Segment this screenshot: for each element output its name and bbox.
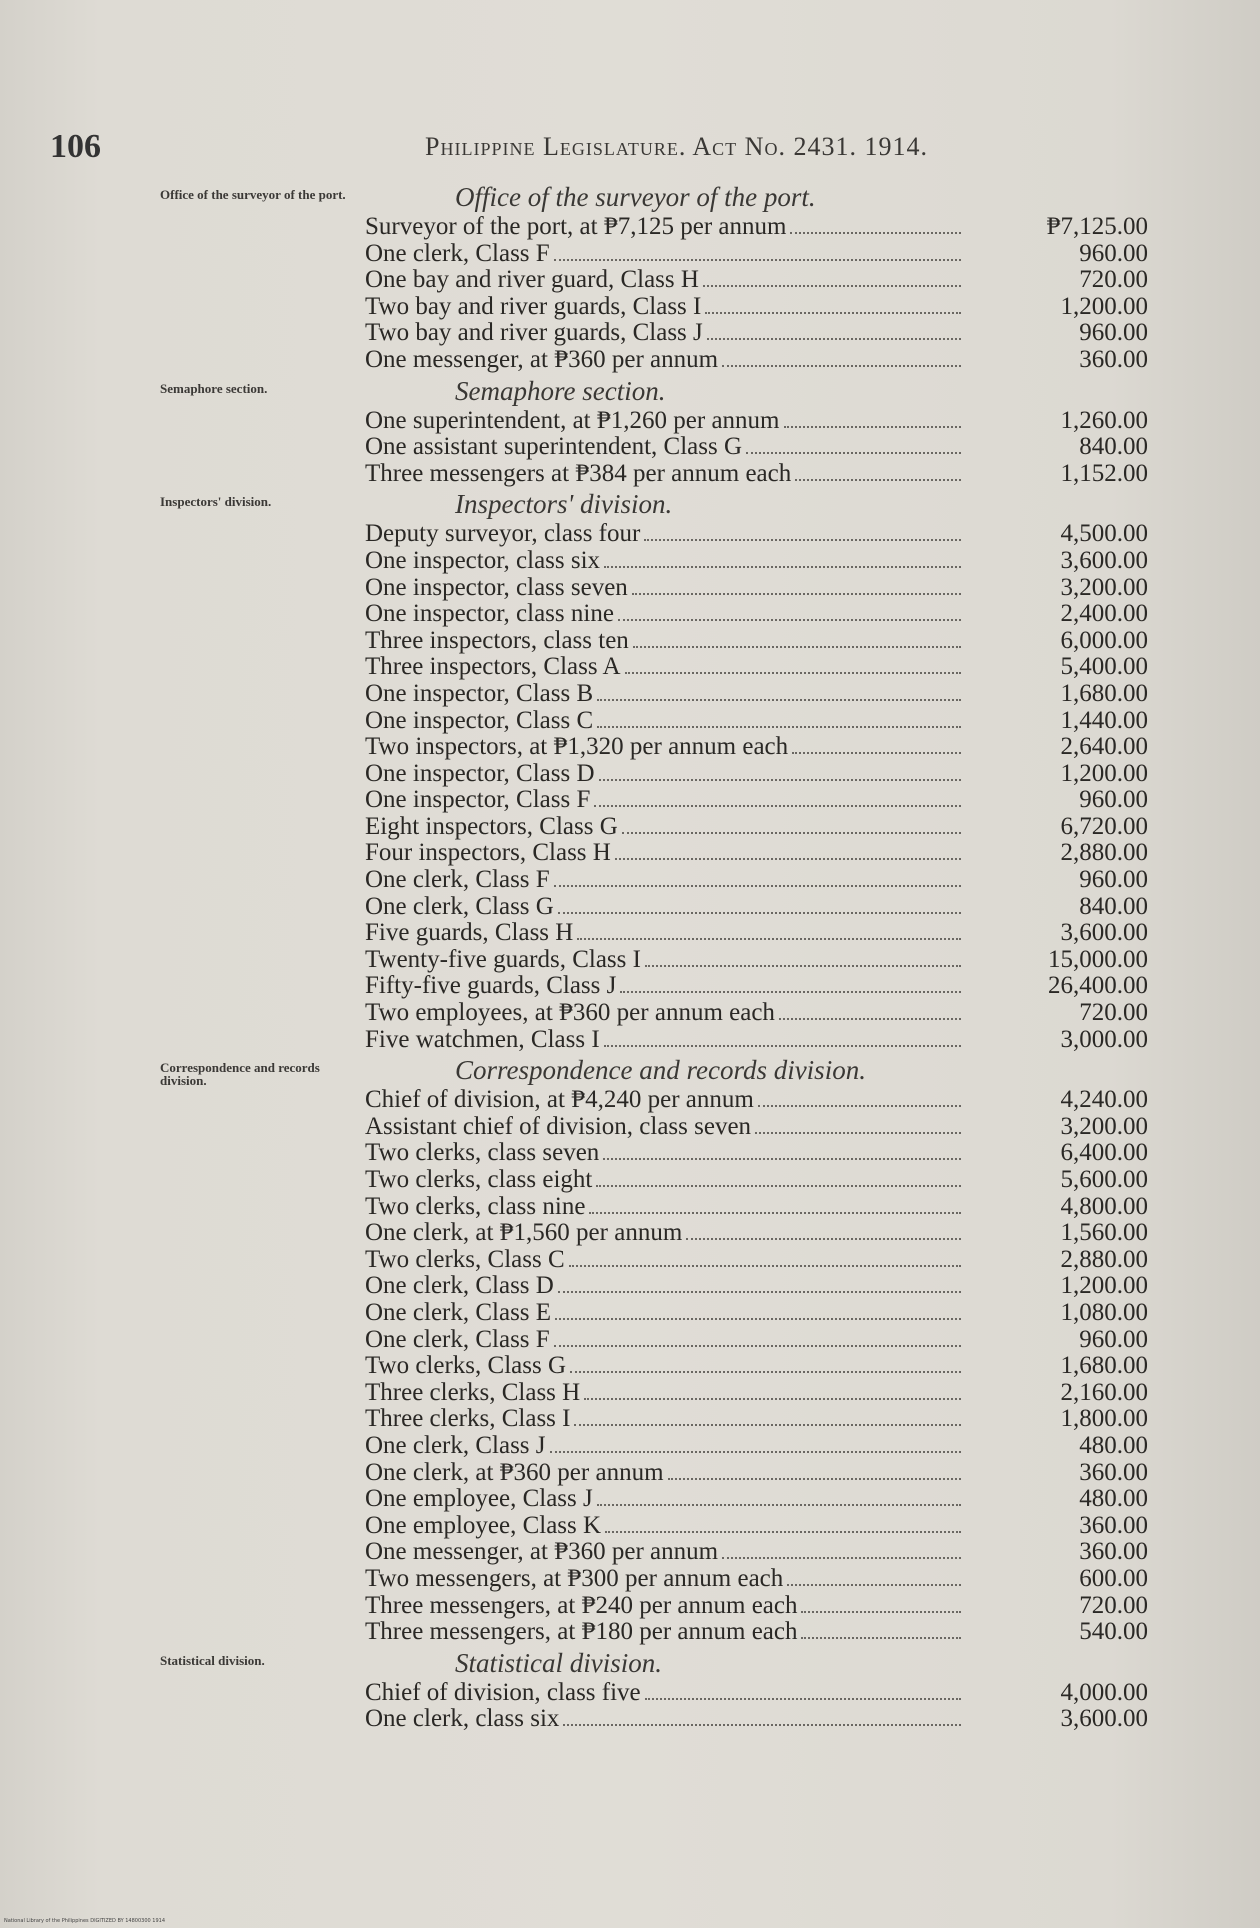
dot-leader (584, 1381, 961, 1400)
dot-leader (558, 895, 961, 914)
line-item-description (365, 1194, 965, 1221)
line-item-text: One inspector, class six (365, 547, 601, 574)
appropriation-list (0, 180, 1260, 1733)
line-item-text: One inspector, Class C (365, 707, 594, 734)
line-item-amount: 840.00 (1079, 433, 1148, 461)
dot-leader (668, 1461, 961, 1480)
dot-leader (632, 576, 961, 595)
line-item-text: Three inspectors, Class A (365, 654, 621, 681)
line-item (0, 1406, 1260, 1433)
line-item-amount: 3,600.00 (1060, 1705, 1148, 1733)
line-item (0, 1114, 1260, 1141)
dot-leader (755, 1115, 961, 1134)
line-item-amount: 1,680.00 (1060, 1352, 1148, 1380)
line-item-amount: 360.00 (1079, 1458, 1148, 1486)
line-item-description (365, 1706, 965, 1733)
dot-leader (722, 1540, 961, 1559)
line-item (0, 1486, 1260, 1513)
line-item-description (365, 1539, 965, 1566)
line-item (0, 1220, 1260, 1247)
line-item-description (365, 1406, 965, 1433)
line-item-description (365, 408, 965, 435)
line-item-text: Five watchmen, Class I (365, 1026, 600, 1053)
dot-leader (784, 409, 962, 428)
dot-leader (597, 682, 961, 701)
dot-leader (703, 268, 961, 287)
line-item-text: One clerk, Class D (365, 1273, 554, 1300)
line-item-description (365, 575, 965, 602)
line-item (0, 1087, 1260, 1114)
line-item-amount: 3,000.00 (1060, 1025, 1148, 1053)
line-item-text: Three clerks, Class H (365, 1379, 581, 1406)
dot-leader (625, 655, 961, 674)
line-item-text: One bay and river guard, Class H (365, 267, 699, 294)
line-item-amount: 4,500.00 (1060, 520, 1148, 548)
line-item-description (365, 654, 965, 681)
dot-leader (801, 1620, 961, 1639)
line-item (0, 1706, 1260, 1733)
line-item-description (365, 734, 965, 761)
dot-leader (554, 868, 961, 887)
line-item (0, 734, 1260, 761)
line-item-description (365, 320, 965, 347)
dot-leader (801, 1594, 961, 1613)
section-title: Semaphore section. (455, 375, 666, 406)
line-item (0, 521, 1260, 548)
dot-leader (787, 1567, 961, 1586)
line-item-amount: 5,600.00 (1060, 1166, 1148, 1193)
line-item-amount: 1,800.00 (1060, 1405, 1148, 1433)
line-item-amount: 4,000.00 (1060, 1678, 1148, 1706)
line-item-description (365, 1327, 965, 1354)
line-item-text: Eight inspectors, Class G (365, 813, 618, 840)
line-item-description (365, 840, 965, 867)
line-item-amount: 360.00 (1079, 1538, 1148, 1566)
line-item-text: Four inspectors, Class H (365, 840, 611, 867)
dot-leader (599, 762, 961, 781)
line-item (0, 894, 1260, 921)
section-title: Office of the surveyor of the port. (455, 182, 816, 212)
dot-leader (722, 348, 961, 367)
line-item-description (365, 1087, 965, 1114)
line-item-description (365, 601, 965, 628)
line-item-amount: 1,560.00 (1060, 1219, 1148, 1247)
dot-leader (555, 1301, 961, 1320)
dot-leader (596, 1168, 961, 1187)
line-item-text: Two clerks, class eight (365, 1167, 593, 1193)
line-item-description (365, 461, 965, 488)
line-item-amount: 480.00 (1079, 1431, 1148, 1459)
margin-note: Office of the surveyor of the port. (160, 187, 346, 202)
dot-leader (705, 295, 961, 314)
line-item (0, 1380, 1260, 1407)
line-item-description (365, 267, 965, 294)
line-item (0, 1433, 1260, 1460)
line-item-description (365, 947, 965, 974)
line-item (0, 1593, 1260, 1620)
line-item-amount: 1,080.00 (1060, 1298, 1148, 1326)
line-item-text: Three messengers, at ₱240 per annum each (365, 1592, 798, 1619)
line-item-description (365, 681, 965, 708)
line-item-description (365, 1566, 965, 1593)
line-item (0, 1619, 1260, 1646)
section (0, 180, 1260, 374)
line-item-description (365, 1167, 965, 1194)
line-item-amount: 3,200.00 (1060, 573, 1148, 601)
line-item-amount: 540.00 (1079, 1618, 1148, 1646)
line-item-description (365, 214, 965, 241)
line-item-text: One clerk, Class G (365, 893, 554, 920)
section (0, 1053, 1260, 1645)
line-item (0, 1000, 1260, 1027)
section-title: Statistical division. (455, 1647, 662, 1678)
line-item-description (365, 548, 965, 575)
dot-leader (707, 321, 961, 340)
line-item-text: Assistant chief of division, class seven (365, 1113, 752, 1140)
dot-leader (779, 1001, 961, 1020)
line-item-amount: 3,600.00 (1060, 919, 1148, 947)
dot-leader (618, 602, 961, 621)
line-item-amount: 2,880.00 (1060, 839, 1148, 867)
line-item-amount: 360.00 (1079, 1511, 1148, 1539)
line-item-description (365, 1000, 965, 1027)
dot-leader (569, 1248, 961, 1267)
line-item (0, 681, 1260, 708)
line-item-text: Twenty-five guards, Class I (365, 946, 641, 973)
line-item-text: One clerk, Class F (365, 240, 550, 267)
line-item-text: Surveyor of the port, at ₱7,125 per annum (365, 214, 787, 240)
line-item-amount: 3,600.00 (1060, 546, 1148, 574)
line-item (0, 1194, 1260, 1221)
line-item (0, 867, 1260, 894)
line-item-description (365, 1353, 965, 1380)
dot-leader (758, 1088, 961, 1107)
dot-leader (597, 1487, 961, 1506)
line-item-text: Two bay and river guards, Class I (365, 293, 702, 320)
dot-leader (686, 1221, 961, 1240)
line-item (0, 1027, 1260, 1054)
margin-note: Inspectors' division. (160, 494, 272, 510)
margin-note: Semaphore section. (160, 380, 268, 396)
line-item-amount: 1,680.00 (1060, 679, 1148, 707)
line-item (0, 461, 1260, 488)
line-item-description (365, 241, 965, 268)
line-item-text: Chief of division, at ₱4,240 per annum (365, 1087, 754, 1114)
line-item-amount: 4,240.00 (1060, 1086, 1148, 1114)
line-item-text: One employee, Class K (365, 1512, 602, 1539)
line-item-description (365, 1300, 965, 1327)
dot-leader (633, 629, 961, 648)
line-item-description (365, 920, 965, 947)
line-item (0, 434, 1260, 461)
line-item-text: One assistant superintendent, Class G (365, 434, 743, 461)
line-item-description (365, 1380, 965, 1407)
dot-leader (645, 1681, 961, 1700)
line-item-description (365, 1513, 965, 1540)
line-item (0, 1247, 1260, 1274)
page-header (50, 128, 1150, 168)
line-item-description (365, 1114, 965, 1141)
line-item-amount: 720.00 (1079, 1591, 1148, 1619)
line-item (0, 947, 1260, 974)
line-item-text: One clerk, class six (365, 1706, 560, 1733)
line-item-description (365, 787, 965, 814)
line-item-amount: 1,152.00 (1060, 459, 1148, 487)
section (0, 487, 1260, 1053)
line-item-text: One messenger, at ₱360 per annum (365, 1539, 719, 1566)
line-item (0, 920, 1260, 947)
line-item-text: One clerk, Class J (365, 1432, 546, 1459)
line-item-amount: 960.00 (1079, 1325, 1148, 1353)
dot-leader (570, 1354, 961, 1373)
running-head: Philippine Legislature. Act No. 2431. 1914. (425, 132, 928, 161)
line-item (0, 761, 1260, 788)
dot-leader (563, 1707, 961, 1726)
dot-leader (792, 735, 961, 754)
line-item-amount: 5,400.00 (1060, 653, 1148, 681)
line-item-amount: 26,400.00 (1048, 972, 1148, 1000)
line-item (0, 1513, 1260, 1540)
line-item-text: Chief of division, class five (365, 1679, 641, 1706)
line-item-description (365, 894, 965, 921)
line-item-description (365, 1680, 965, 1707)
line-item-description (365, 1273, 965, 1300)
line-item-text: One clerk, at ₱360 per annum (365, 1459, 664, 1486)
line-item-description (365, 1220, 965, 1247)
line-item (0, 214, 1260, 241)
line-item-description (365, 1433, 965, 1460)
margin-note: Statistical division. (160, 1652, 265, 1668)
line-item-description (365, 1027, 965, 1054)
line-item-description (365, 294, 965, 321)
line-item-text: One inspector, class nine (365, 601, 614, 628)
scan-credit: National Library of the Philippines DIGITIZED BY 14800300 1914 (4, 1918, 166, 1924)
dot-leader (603, 1141, 961, 1160)
line-item-text: Three messengers, at ₱180 per annum each (365, 1619, 798, 1646)
line-item-amount: 600.00 (1079, 1564, 1148, 1592)
line-item-amount: 960.00 (1079, 239, 1148, 267)
line-item-amount: 840.00 (1079, 892, 1148, 920)
line-item-amount: 2,640.00 (1060, 733, 1148, 761)
line-item (0, 1300, 1260, 1327)
line-item (0, 601, 1260, 628)
line-item-amount: 6,400.00 (1060, 1139, 1148, 1167)
line-item-description (365, 708, 965, 735)
line-item (0, 814, 1260, 841)
line-item (0, 787, 1260, 814)
dot-leader (620, 974, 961, 993)
line-item-text: One superintendent, at ₱1,260 per annum (365, 407, 780, 434)
line-item (0, 1353, 1260, 1380)
line-item-amount: 6,000.00 (1060, 626, 1148, 654)
line-item (0, 241, 1260, 268)
page-number: 106 (50, 128, 101, 165)
dot-leader (604, 549, 961, 568)
line-item-text: Two clerks, class nine (365, 1193, 586, 1220)
line-item-text: One employee, Class J (365, 1486, 593, 1513)
line-item (0, 320, 1260, 347)
line-item-amount: 480.00 (1079, 1485, 1148, 1513)
line-item (0, 1680, 1260, 1707)
line-item-text: One inspector, class seven (365, 574, 628, 601)
dot-leader (577, 921, 961, 940)
line-item-text: Three messengers at ₱384 per annum each (365, 460, 792, 487)
line-item-description (365, 1460, 965, 1487)
line-item-text: Deputy surveyor, class four (365, 521, 641, 548)
line-item-text: One inspector, Class D (365, 760, 595, 787)
dot-leader (622, 815, 961, 834)
dot-leader (594, 788, 961, 807)
line-item-description (365, 1593, 965, 1620)
line-item-amount: 720.00 (1079, 999, 1148, 1027)
line-item-text: Two messengers, at ₱300 per annum each (365, 1565, 784, 1592)
line-item-text: Two inspectors, at ₱1,320 per annum each (365, 734, 789, 761)
line-item-amount: 960.00 (1079, 319, 1148, 347)
line-item-text: One clerk, Class F (365, 867, 550, 894)
section-title: Correspondence and records division. (455, 1055, 866, 1086)
line-item (0, 347, 1260, 374)
dot-leader (589, 1195, 961, 1214)
line-item (0, 575, 1260, 602)
section (0, 1646, 1260, 1733)
dot-leader (604, 1028, 961, 1047)
line-item-amount: 720.00 (1079, 266, 1148, 294)
line-item-text: One clerk, Class F (365, 1326, 550, 1353)
line-item-description (365, 1486, 965, 1513)
dot-leader (597, 709, 961, 728)
line-item-description (365, 347, 965, 374)
dot-leader (574, 1407, 961, 1426)
section (0, 374, 1260, 488)
line-item-amount: ₱7,125.00 (1046, 213, 1148, 240)
line-item (0, 1460, 1260, 1487)
line-item-description (365, 761, 965, 788)
dot-leader (554, 1328, 961, 1347)
line-item-amount: 6,720.00 (1060, 812, 1148, 840)
line-item-text: One clerk, at ₱1,560 per annum (365, 1220, 683, 1247)
line-item-text: One clerk, Class E (365, 1299, 552, 1326)
line-item-description (365, 1140, 965, 1167)
dot-leader (644, 522, 961, 541)
line-item (0, 294, 1260, 321)
margin-note: Correspondence and records division. (160, 1060, 320, 1089)
dot-leader (558, 1274, 961, 1293)
line-item-description (365, 973, 965, 1000)
line-item-text: One messenger, at ₱360 per annum (365, 346, 719, 373)
dot-leader (645, 948, 961, 967)
line-item-amount: 1,200.00 (1060, 292, 1148, 320)
section-title: Inspectors' division. (455, 489, 673, 520)
line-item (0, 1167, 1260, 1194)
line-item (0, 708, 1260, 735)
line-item-amount: 960.00 (1079, 786, 1148, 814)
line-item-description (365, 521, 965, 548)
dot-leader (795, 462, 961, 481)
line-item-text: Two clerks, class seven (365, 1140, 600, 1167)
line-item-text: One inspector, Class B (365, 680, 594, 707)
line-item-amount: 1,200.00 (1060, 759, 1148, 787)
line-item-description (365, 628, 965, 655)
line-item-text: Five guards, Class H (365, 920, 574, 947)
line-item-amount: 4,800.00 (1060, 1192, 1148, 1220)
dot-leader (615, 841, 961, 860)
dot-leader (554, 242, 961, 261)
dot-leader (605, 1514, 961, 1533)
line-item (0, 1327, 1260, 1354)
line-item-text: Three clerks, Class I (365, 1406, 571, 1433)
line-item-description (365, 867, 965, 894)
line-item-text: Two clerks, Class G (365, 1353, 567, 1380)
dot-leader (790, 215, 961, 234)
line-item-amount: 2,400.00 (1060, 600, 1148, 628)
line-item-description (365, 434, 965, 461)
line-item-text: Fifty-five guards, Class J (365, 973, 617, 1000)
line-item-amount: 1,440.00 (1060, 706, 1148, 734)
line-item (0, 654, 1260, 681)
line-item-amount: 1,260.00 (1060, 406, 1148, 434)
line-item-amount: 960.00 (1079, 866, 1148, 894)
dot-leader (746, 435, 961, 454)
line-item-text: One inspector, Class F (365, 787, 591, 814)
line-item-amount: 2,880.00 (1060, 1245, 1148, 1273)
line-item (0, 408, 1260, 435)
line-item-description (365, 1247, 965, 1274)
line-item (0, 1140, 1260, 1167)
line-item-amount: 1,200.00 (1060, 1272, 1148, 1300)
line-item (0, 973, 1260, 1000)
line-item (0, 548, 1260, 575)
line-item (0, 1539, 1260, 1566)
line-item-amount: 3,200.00 (1060, 1112, 1148, 1140)
dot-leader (550, 1434, 961, 1453)
line-item (0, 267, 1260, 294)
line-item (0, 840, 1260, 867)
line-item (0, 628, 1260, 655)
line-item-description (365, 814, 965, 841)
line-item-text: Two bay and river guards, Class J (365, 320, 703, 347)
line-item (0, 1566, 1260, 1593)
line-item-text: Two clerks, Class C (365, 1246, 565, 1273)
line-item-description (365, 1619, 965, 1646)
line-item-text: Three inspectors, class ten (365, 627, 629, 654)
line-item-amount: 15,000.00 (1048, 945, 1148, 973)
line-item-amount: 2,160.00 (1060, 1378, 1148, 1406)
line-item (0, 1273, 1260, 1300)
line-item-amount: 360.00 (1079, 345, 1148, 373)
line-item-text: Two employees, at ₱360 per annum each (365, 1000, 775, 1027)
